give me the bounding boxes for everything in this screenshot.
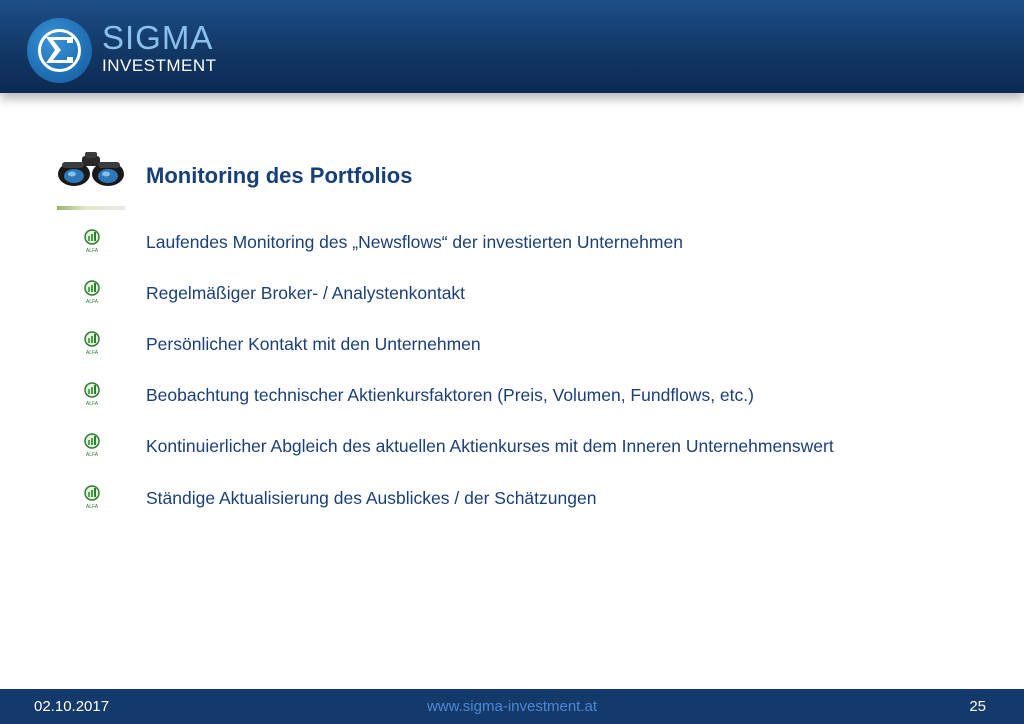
page-number: 25 [969, 698, 986, 715]
binoculars-icon [55, 140, 127, 210]
brand-name: SIGMA [102, 19, 214, 56]
alfa-icon [82, 279, 102, 305]
sigma-logo-icon [27, 18, 92, 83]
alfa-icon-label: ALFA [85, 350, 99, 356]
footer-date: 02.10.2017 [34, 698, 110, 715]
alfa-icon [82, 330, 102, 356]
alfa-icon [82, 484, 102, 510]
bullet-text: Laufendes Monitoring des „Newsflows“ der investierten Unternehmen [146, 232, 683, 252]
bullet-text: Regelmäßiger Broker- / Analystenkontakt [146, 283, 466, 303]
header-bar [0, 0, 1024, 93]
bullet-item [0, 484, 1024, 514]
brand-subtitle: INVESTMENT [102, 56, 217, 75]
alfa-icon-label: ALFA [85, 401, 99, 407]
alfa-icon-label: ALFA [85, 452, 99, 458]
section-title: Monitoring des Portfolios [146, 163, 413, 188]
bullet-text: Ständige Aktualisierung des Ausblickes / der Schätzungen [146, 488, 597, 508]
alfa-icon-label: ALFA [85, 504, 99, 510]
alfa-icon-label: ALFA [85, 299, 99, 305]
alfa-icon [82, 228, 102, 254]
bullet-text: Beobachtung technischer Aktienkursfaktoren (Preis, Volumen, Fundflows, etc.) [146, 385, 754, 405]
bullet-text: Persönlicher Kontakt mit den Unternehmen [146, 334, 481, 354]
bullet-item [0, 381, 1024, 411]
footer-bar [0, 689, 1024, 724]
footer-url-link[interactable]: www.sigma-investment.at [426, 698, 598, 715]
bullet-item [0, 228, 1024, 258]
alfa-icon [82, 432, 102, 458]
bullet-item [0, 279, 1024, 309]
alfa-icon-label: ALFA [85, 248, 99, 254]
bullet-item [0, 432, 1024, 462]
bullet-text: Kontinuierlicher Abgleich des aktuellen Aktienkurses mit dem Inneren Unternehmenswert [146, 436, 834, 456]
alfa-icon [82, 381, 102, 407]
binoculars-underline [57, 206, 125, 210]
bullet-item [0, 330, 1024, 360]
